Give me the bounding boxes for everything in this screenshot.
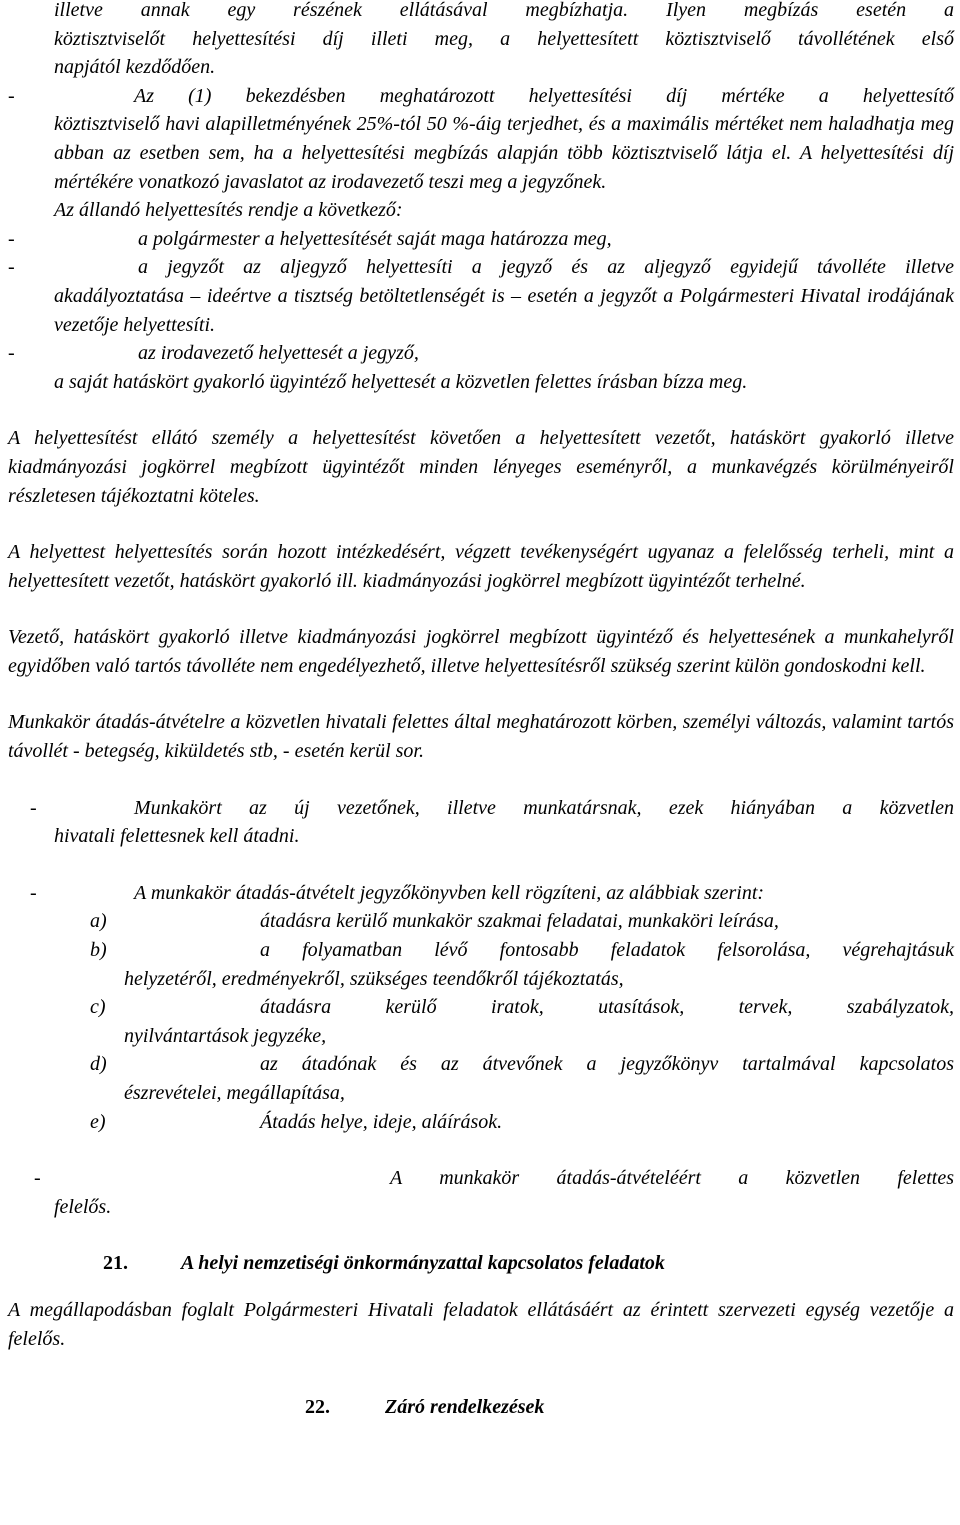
list-item-continuation: nyilvántartások jegyzéke, (124, 1024, 327, 1047)
list-item-text: a folyamatban lévő fontosabb feladatok felsorolása, végrehajtásuk (260, 939, 954, 962)
section-title: A helyi nemzetiségi önkormányzattal kapcsolatos feladatok (181, 1252, 665, 1275)
section-22-heading (8, 1393, 954, 1422)
list-item-text: átadásra kerülő munkakör szakmai feladatai, munkaköri leírása, (260, 910, 779, 933)
protocol-list-item (90, 907, 954, 936)
handover-item-continuation: hivatali felettesnek kell átadni. (54, 825, 300, 848)
standing-order-item-continuation: akadályoztatása – ideértve a tisztség betöltetlenségét is – esetén a jegyzőt a Polgármesteri Hivatal irodájának vezetője helyettesíti. (54, 284, 954, 336)
protocol-list-item (90, 1050, 954, 1107)
spacer (8, 595, 954, 623)
protocol-list (90, 907, 954, 1136)
paragraph-responsibility: A helyettest helyettesítés során hozott intézkedésért, végzett tevékenységért ugyanaz a felelősség terheli, mint a helyettesített vezetőt, hatáskört gyakorló ill. kiadmányozási jogkörrel megbízott ügyintézőt terhelné. (8, 541, 954, 592)
standing-order-item-continuation: a saját hatáskört gyakorló ügyintéző helyettesét a közvetlen felettes írásban bízza meg. (54, 370, 748, 393)
handover-item-text: A munkakör átadás-átvételéért a közvetlen felettes (390, 1167, 954, 1190)
spacer (8, 510, 954, 538)
standing-order-item (8, 339, 954, 368)
spacer (8, 1221, 954, 1249)
bullet-dash: - (34, 1167, 41, 1190)
spacer (8, 851, 954, 879)
list-item-continuation: helyzetéről, eredményekről, szükséges teendőkről tájékoztatás, (124, 967, 624, 990)
spacer (8, 1278, 954, 1296)
protocol-list-item (90, 993, 954, 1050)
bullet-dash: - (8, 227, 15, 250)
list-label: d) (90, 1053, 107, 1076)
heading-indent (8, 1249, 103, 1278)
standing-order-intro: Az állandó helyettesítés rendje a következő: (54, 199, 403, 222)
paragraph-reporting: A helyettesítést ellátó személy a helyettesítést követően a helyettesített vezetőt, hatáskört gyakorló illetve kiadmányozási jogkörrel megbízott ügyintézőt minden lényeges eseményről, a munkavégzés körülményeiről részletesen tájékoztatni köteles. (8, 427, 954, 507)
section-number: 21. (103, 1252, 128, 1275)
paragraph-handover: Munkakör átadás-átvételre a közvetlen hivatali felettes által meghatározott körben, személyi változás, valamint tartós távollét - betegség, kiküldetés stb, - esetén kerül sor. (8, 711, 954, 763)
intro-line-3: napjától kezdődően. (54, 56, 216, 79)
document-page (8, 0, 954, 1422)
section-21-heading (8, 1249, 954, 1278)
list-label: a) (90, 910, 107, 933)
list-label: b) (90, 939, 107, 962)
spacer (8, 1136, 954, 1164)
handover-item (34, 1164, 954, 1193)
spacer (8, 680, 954, 708)
heading-indent (8, 1393, 305, 1422)
handover-item-continuation: felelős. (54, 1195, 112, 1218)
handover-item-text: A munkakör átadás-átvételt jegyzőkönyvben kell rögzíteni, az alábbiak szerint: (134, 881, 765, 904)
pay-bullet-first-line: Az (1) bekezdésben meghatározott helyettesítési díj mértéke a helyettesítő (134, 84, 954, 107)
intro-line-2: köztisztviselőt helyettesítési díj illeti meg, a helyettesített köztisztviselő távollétének első (54, 27, 954, 50)
list-item-text: az átadónak és az átvevőnek a jegyzőkönyv tartalmával kapcsolatos (260, 1053, 954, 1076)
standing-order-item-text: a jegyzőt az aljegyző helyettesíti a jegyző és az aljegyző egyidejű távolléte illetve (138, 256, 954, 279)
paragraph-absence: Vezető, hatáskört gyakorló illetve kiadmányozási jogkörrel megbízott ügyintéző és helyettesének a munkahelyről egyidőben való tartós távolléte nem engedélyezhető, illetve helyettesítésről szükség szerint külön gondoskodni kell. (8, 626, 954, 677)
spacer (8, 766, 954, 794)
list-label: c) (90, 996, 106, 1019)
bullet-dash: - (8, 84, 15, 107)
list-item-text: Átadás helye, ideje, aláírások. (260, 1110, 503, 1133)
section-number: 22. (305, 1396, 330, 1419)
standing-order-item (8, 225, 954, 254)
section-21-text: A megállapodásban foglalt Polgármesteri Hivatali feladatok ellátásáért az érintett szervezeti egység vezetője a felelős. (8, 1298, 954, 1350)
bullet-dash: - (30, 796, 37, 819)
bullet-dash: - (8, 256, 15, 279)
pay-bullet-text: köztisztviselő havi alapilletményének 25%-tól 50 %-áig terjedhet, és a maximális mértéket nem haladhatja meg abban az esetben sem, ha a helyettesítési megbízás alapján több köztisztviselő látja el. A helyettesítési díj mértékére vonatkozó javaslatot az irodavezető teszi meg a jegyzőnek. (54, 113, 954, 193)
section-title: Záró rendelkezések (385, 1396, 545, 1419)
list-label: e) (90, 1110, 106, 1133)
handover-item-text: Munkakört az új vezetőnek, illetve munkatársnak, ezek hiányában a közvetlen (134, 796, 954, 819)
standing-order-item-text: az irodavezető helyettesét a jegyző, (138, 342, 419, 365)
pay-bullet (8, 82, 954, 111)
standing-order-item-text: a polgármester a helyettesítését saját maga határozza meg, (138, 227, 612, 250)
handover-item (30, 879, 954, 908)
spacer (8, 396, 954, 424)
bullet-dash: - (30, 881, 37, 904)
standing-order-item (8, 253, 954, 282)
protocol-list-item (90, 936, 954, 993)
spacer (8, 1353, 954, 1393)
intro-line-1: illetve annak egy részének ellátásával megbízhatja. Ilyen megbízás esetén a (54, 0, 954, 21)
handover-item (30, 794, 954, 823)
list-item-continuation: észrevételei, megállapítása, (124, 1082, 345, 1104)
protocol-list-item (90, 1108, 954, 1137)
bullet-dash: - (8, 342, 15, 365)
list-item-text: átadásra kerülő iratok, utasítások, tervek, szabályzatok, (260, 996, 954, 1019)
